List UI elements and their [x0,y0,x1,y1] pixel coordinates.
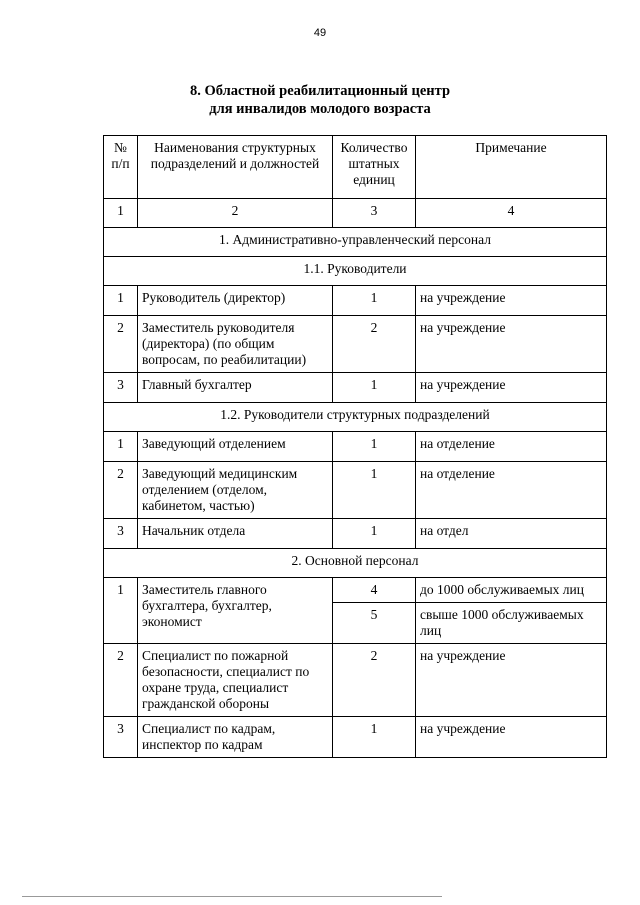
section-row [104,228,607,257]
row-note: на учреждение [416,644,607,717]
table-row [104,644,607,717]
row-note: до 1000 обслуживаемых лиц [416,578,607,603]
row-num: 1 [104,432,138,462]
header-name: Наименования структурных подразделений и должностей [138,136,333,199]
table-row [104,286,607,316]
row-note: на отделение [416,462,607,519]
title-line-1: 8. Областной реабилитационный центр [189,83,451,99]
row-note: свыше 1000 обслуживаемых лиц [416,603,607,644]
row-name: Главный бухгалтер [138,373,333,403]
subsection-title-1-2: 1.2. Руководители структурных подразделений [104,403,607,432]
column-number: 3 [333,199,416,228]
document-title [0,82,640,118]
row-qty: 1 [333,462,416,519]
row-name: Специалист по кадрам, инспектор по кадрам [138,717,333,758]
page-number: 49 [313,27,327,39]
row-name: Руководитель (директор) [138,286,333,316]
table-row [104,373,607,403]
column-number: 2 [138,199,333,228]
row-qty: 1 [333,286,416,316]
row-num: 3 [104,519,138,549]
table-row [104,717,607,758]
row-num: 1 [104,286,138,316]
title-line-2: для инвалидов молодого возраста [209,101,431,117]
subsection-title-1-1: 1.1. Руководители [104,257,607,286]
row-name: Специалист по пожарной безопасности, специалист по охране труда, специалист гражданской обороны [138,644,333,717]
table-row [104,316,607,373]
header-qty: Количество штатных единиц [333,136,416,199]
section-title-1: 1. Административно-управленческий персонал [104,228,607,257]
row-name: Заместитель руководителя (директора) (по общим вопросам, по реабилитации) [138,316,333,373]
row-note: на отдел [416,519,607,549]
row-qty: 2 [333,316,416,373]
subsection-row [104,257,607,286]
table-row [104,519,607,549]
row-name: Заведующий медицинским отделением (отделом, кабинетом, частью) [138,462,333,519]
row-note: на учреждение [416,316,607,373]
row-qty: 1 [333,432,416,462]
column-number: 4 [416,199,607,228]
row-note: на учреждение [416,373,607,403]
row-num: 2 [104,462,138,519]
subsection-row [104,403,607,432]
row-qty: 1 [333,717,416,758]
column-number: 1 [104,199,138,228]
row-qty: 4 [333,578,416,603]
staffing-table [103,135,607,758]
table-header-row [104,136,607,199]
row-qty: 5 [333,603,416,644]
row-qty: 1 [333,373,416,403]
row-num: 2 [104,644,138,717]
row-note: на учреждение [416,717,607,758]
row-num: 3 [104,717,138,758]
row-name: Заведующий отделением [138,432,333,462]
row-num: 2 [104,316,138,373]
row-name: Заместитель главного бухгалтера, бухгалтер, экономист [138,578,333,644]
row-qty: 1 [333,519,416,549]
section-row [104,549,607,578]
header-note: Примечание [416,136,607,199]
table-row [104,432,607,462]
table-row [104,462,607,519]
row-name: Начальник отдела [138,519,333,549]
row-note: на учреждение [416,286,607,316]
table-row [104,578,607,603]
header-num: № п/п [104,136,138,199]
page-edge-line [22,896,442,897]
row-qty: 2 [333,644,416,717]
row-num: 1 [104,578,138,644]
row-num: 3 [104,373,138,403]
section-title-2: 2. Основной персонал [104,549,607,578]
column-number-row [104,199,607,228]
row-note: на отделение [416,432,607,462]
